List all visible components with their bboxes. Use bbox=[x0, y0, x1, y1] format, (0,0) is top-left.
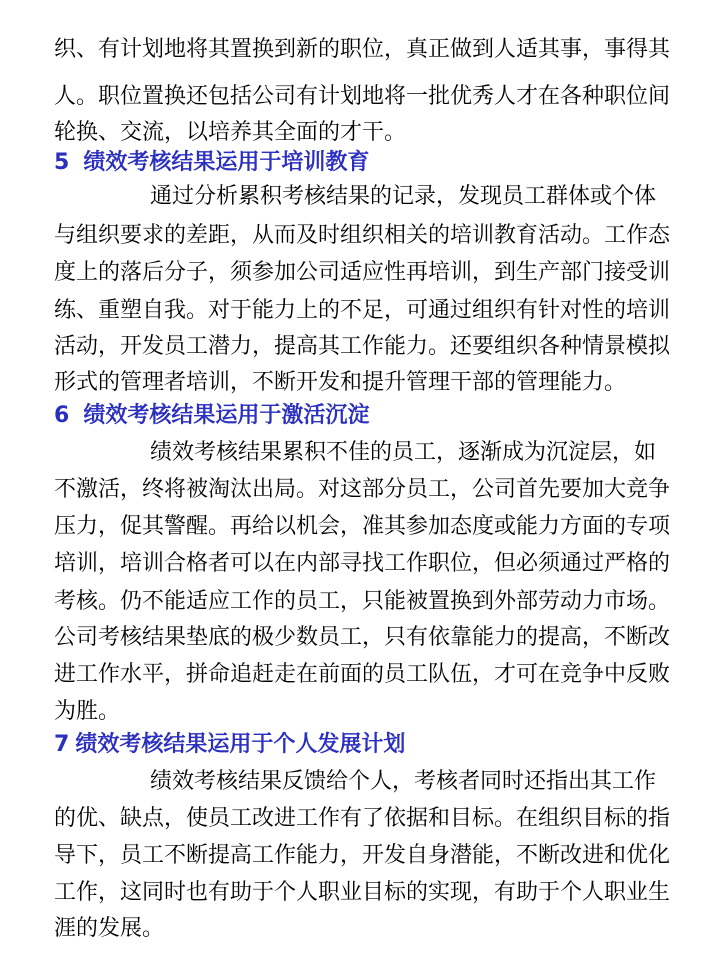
paragraph-line: 不激活，终将被淘汰出局。对这部分员工，公司首先要加大竞争 bbox=[54, 477, 671, 502]
paragraph-line: 形式的管理者培训，不断开发和提升管理干部的管理能力。 bbox=[54, 370, 627, 395]
paragraph-line: 练、重塑自我。对于能力上的不足，可通过组织有针对性的培训 bbox=[54, 298, 671, 323]
paragraph-line: 织、有计划地将其置换到新的职位，真正做到人适其事，事得其 bbox=[54, 37, 671, 62]
section-title: 绩效考核结果运用于培训教育 bbox=[83, 150, 370, 175]
section-number: 7 bbox=[54, 732, 70, 757]
section-heading-7 bbox=[54, 729, 405, 761]
paragraph-line: 进工作水平，拼命追赶走在前面的员工队伍，才可在竞争中反败 bbox=[54, 662, 671, 687]
paragraph-line: 绩效考核结果累积不佳的员工，逐渐成为沉淀层，如 bbox=[150, 440, 657, 465]
paragraph-line: 活动，开发员工潜力，提高其工作能力。还要组织各种情景模拟 bbox=[54, 334, 671, 359]
paragraph-line: 人。职位置换还包括公司有计划地将一批优秀人才在各种职位间 bbox=[54, 84, 671, 109]
paragraph-line: 与组织要求的差距，从而及时组织相关的培训教育活动。工作态 bbox=[54, 223, 671, 248]
paragraph-line: 轮换、交流，以培养其全面的才干。 bbox=[54, 120, 407, 145]
paragraph-line: 培训，培训合格者可以在内部寻找工作职位，但必须通过严格的 bbox=[54, 551, 671, 576]
section-title: 绩效考核结果运用于激活沉淀 bbox=[83, 403, 370, 428]
paragraph-line: 考核。仍不能适应工作的员工，只能被置换到外部劳动力市场。 bbox=[54, 589, 671, 614]
paragraph-line: 通过分析累积考核结果的记录，发现员工群体或个体 bbox=[150, 184, 657, 209]
section-heading-6 bbox=[54, 400, 369, 432]
section-number: 5 bbox=[54, 150, 70, 175]
paragraph-line: 导下，员工不断提高工作能力，开发自身潜能，不断改进和优化 bbox=[54, 843, 671, 868]
paragraph-line: 压力，促其警醒。再给以机会，准其参加态度或能力方面的专项 bbox=[54, 514, 671, 539]
paragraph-line: 度上的落后分子，须参加公司适应性再培训，到生产部门接受训 bbox=[54, 260, 671, 285]
section-number: 6 bbox=[54, 403, 70, 428]
paragraph-line: 的优、缺点，使员工改进工作有了依据和目标。在组织目标的指 bbox=[54, 806, 671, 831]
paragraph-line: 涯的发展。 bbox=[54, 916, 165, 941]
paragraph-line: 工作，这同时也有助于个人职业目标的实现，有助于个人职业生 bbox=[54, 880, 671, 905]
paragraph-line: 绩效考核结果反馈给个人，考核者同时还指出其工作 bbox=[150, 769, 657, 794]
section-title: 绩效考核结果运用于个人发展计划 bbox=[75, 732, 406, 757]
section-heading-5 bbox=[54, 147, 369, 179]
paragraph-line: 公司考核结果垫底的极少数员工，只有依靠能力的提高，不断改 bbox=[54, 625, 671, 650]
paragraph-line: 为胜。 bbox=[54, 699, 121, 724]
